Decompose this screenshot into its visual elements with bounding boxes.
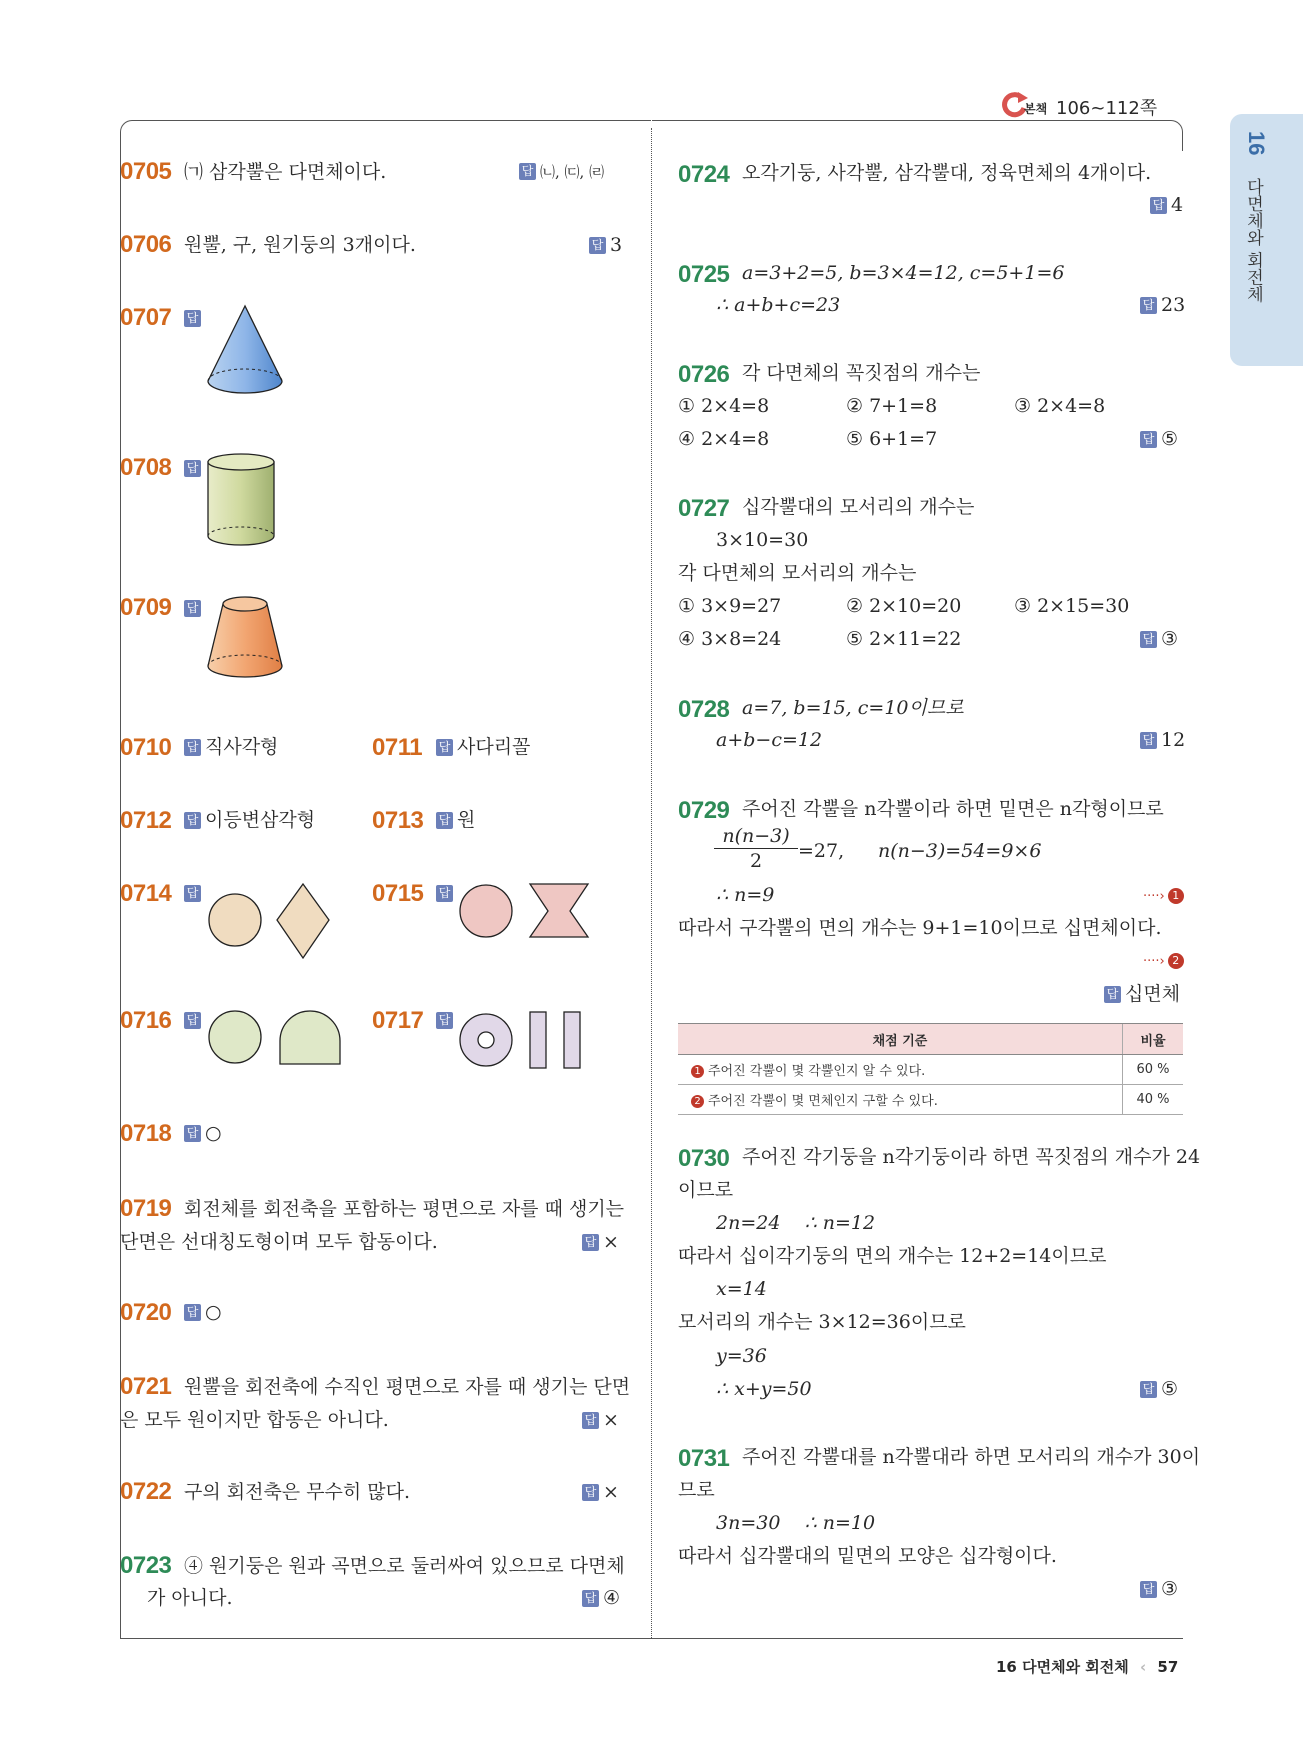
criteria-text: 주어진 각뿔이 몇 면체인지 구할 수 있다. xyxy=(708,1094,938,1109)
scoring-table xyxy=(678,1023,1183,1115)
solution-text: ㈀ 삼각뿔은 다면체이다. xyxy=(184,161,387,183)
answer-badge: 답 xyxy=(519,163,536,180)
answer xyxy=(184,302,205,335)
option: ⑤ 6+1=7 xyxy=(846,428,938,450)
option: ① 2×4=8 xyxy=(678,395,770,417)
solution-line: 각 다면체의 모서리의 개수는 xyxy=(678,562,917,584)
cone-figure xyxy=(205,302,285,396)
chapter-title: 다면체와 회전체 xyxy=(1243,178,1263,303)
solution-line: 따라서 구각뿔의 면의 개수는 9+1=10이므로 십면체이다. xyxy=(678,917,1162,939)
problem-number: 0727 xyxy=(678,495,730,522)
problem-number: 0707 xyxy=(120,304,172,331)
solution-line: 주어진 각뿔대를 n각뿔대라 하면 모서리의 개수가 30이 xyxy=(742,1446,1201,1468)
problem-number: 0705 xyxy=(120,158,172,185)
answer: 답 ⑤ xyxy=(1140,423,1178,456)
bottom-rule xyxy=(120,1638,1183,1639)
solution-line: a+b−c=12 xyxy=(716,729,823,751)
answer xyxy=(184,592,205,625)
page-number: 57 xyxy=(1157,1658,1179,1676)
problem-number: 0721 xyxy=(120,1373,172,1400)
solution-line: 따라서 십각뿔대의 밑면의 모양은 십각형이다. xyxy=(678,1545,1057,1567)
cylinder-figure xyxy=(205,452,277,552)
solution-text: 오각기둥, 사각뿔, 삼각뿔대, 정육면체의 4개이다. xyxy=(742,162,1152,184)
answer-badge: 답 xyxy=(436,1012,453,1029)
problem-number: 0716 xyxy=(120,1007,172,1034)
option: ② 2×10=20 xyxy=(846,595,962,617)
cross-section-circle-and-semicircle xyxy=(205,1005,345,1069)
answer: 답 원 xyxy=(436,804,475,837)
answer xyxy=(184,877,205,910)
solution-line: 2n=24 ∴ n=12 xyxy=(716,1212,876,1234)
problem-number: 0718 xyxy=(120,1120,172,1147)
solution-line: 주어진 각뿔을 n각뿔이라 하면 밑면은 n각형이므로 xyxy=(742,798,1164,820)
answer: 답 사다리꼴 xyxy=(436,731,530,764)
solution-line: 3n=30 ∴ n=10 xyxy=(716,1512,876,1534)
answer: 답 × xyxy=(582,1404,619,1437)
answer: 답 직사각형 xyxy=(184,731,278,764)
problem-number: 0709 xyxy=(120,594,172,621)
answer: 답 4 xyxy=(1150,189,1183,222)
answer: 답 ○ xyxy=(184,1296,222,1329)
answer-badge: 답 xyxy=(582,1484,599,1501)
answer-badge: 답 xyxy=(184,1304,201,1321)
fraction xyxy=(714,824,798,873)
answer-badge: 답 xyxy=(1140,1381,1157,1398)
solution-line: ∴ a+b+c=23 xyxy=(716,294,841,316)
fraction-denominator: 2 xyxy=(749,850,763,872)
problem-number: 0725 xyxy=(678,261,730,288)
solution-line: y=36 xyxy=(716,1345,767,1367)
answer-badge: 답 xyxy=(184,739,201,756)
answer xyxy=(436,1004,457,1037)
solution-line: ∴ x+y=50 xyxy=(716,1378,812,1400)
option: ① 3×9=27 xyxy=(678,595,782,617)
step-marker: ····› 2 xyxy=(1143,953,1184,969)
chevron-left-icon: ‹ xyxy=(1139,1658,1147,1676)
option: ③ 2×4=8 xyxy=(1014,395,1106,417)
answer-badge: 답 xyxy=(1140,631,1157,648)
solution-line: x=14 xyxy=(716,1278,767,1300)
answer-badge: 답 xyxy=(184,1125,201,1142)
problem-number: 0711 xyxy=(372,734,423,761)
solution-line: =27, xyxy=(798,840,845,862)
cross-section-circle-and-rhombus xyxy=(205,880,333,964)
answer-badge: 답 xyxy=(1140,297,1157,314)
answer: 답 ③ xyxy=(1140,1573,1178,1606)
solution-line: 3×10=30 xyxy=(716,529,809,551)
option: ④ 2×4=8 xyxy=(678,428,770,450)
problem-number: 0720 xyxy=(120,1299,172,1326)
solution-text: 각 다면체의 꼭짓점의 개수는 xyxy=(742,362,981,384)
answer-badge: 답 xyxy=(184,1012,201,1029)
problem-number: 0713 xyxy=(372,807,424,834)
answer-badge: 답 xyxy=(1140,732,1157,749)
answer-badge: 답 xyxy=(589,237,606,254)
problem-number: 0719 xyxy=(120,1195,172,1222)
answer-badge: 답 xyxy=(582,1412,599,1429)
answer-badge: 답 xyxy=(184,600,201,617)
problem-number: 0726 xyxy=(678,361,730,388)
problem-number: 0706 xyxy=(120,231,172,258)
solution-line: 모서리의 개수는 3×12=36이므로 xyxy=(678,1311,966,1333)
solution-line: n(n−3)=54=9×6 xyxy=(878,840,1042,862)
scoring-header-criteria: 채점 기준 xyxy=(678,1024,1123,1055)
solution-line: 가 아니다. xyxy=(147,1587,233,1609)
ratio-value: 60 % xyxy=(1123,1055,1184,1085)
problem-number: 0723 xyxy=(120,1552,172,1579)
solution-line: 이므로 xyxy=(678,1179,734,1201)
header-pages: 106~112쪽 xyxy=(1056,98,1158,119)
problem-number: 0724 xyxy=(678,161,730,188)
chapter-number: 16 xyxy=(1244,131,1269,156)
answer xyxy=(436,877,457,910)
solution-line: a=7, b=15, c=10이므로 xyxy=(742,697,964,719)
criteria-text: 주어진 각뿔이 몇 각뿔인지 알 수 있다. xyxy=(708,1064,926,1079)
solution-line: 단면은 선대칭도형이며 모두 합동이다. xyxy=(120,1231,438,1253)
solution-text: 십각뿔대의 모서리의 개수는 xyxy=(742,496,975,518)
solution-line: ∴ n=9 xyxy=(716,884,775,906)
solution-text: 원뿔, 구, 원기둥의 3개이다. xyxy=(184,234,416,256)
solution-line: 주어진 각기둥을 n각기둥이라 하면 꼭짓점의 개수가 24 xyxy=(742,1146,1201,1168)
problem-number: 0729 xyxy=(678,797,730,824)
answer xyxy=(184,1004,205,1037)
answer: 답 ④ xyxy=(582,1582,620,1615)
answer: 답 3 xyxy=(589,229,622,262)
problem-number: 0728 xyxy=(678,696,730,723)
answer-badge: 답 xyxy=(1140,1581,1157,1598)
answer: 답 ○ xyxy=(184,1117,222,1150)
answer-badge: 답 xyxy=(184,460,201,477)
problem-number: 0715 xyxy=(372,880,424,907)
solution-line: 회전체를 회전축을 포함하는 평면으로 자를 때 생기는 xyxy=(184,1198,625,1220)
frustum-figure xyxy=(205,594,285,686)
answer: 답 ㈁, ㈂, ㈃ xyxy=(519,156,604,189)
ratio-value: 40 % xyxy=(1123,1085,1184,1115)
answer: 답 × xyxy=(582,1476,619,1509)
problem-number: 0712 xyxy=(120,807,172,834)
problem-number: 0730 xyxy=(678,1145,730,1172)
problem-number: 0731 xyxy=(678,1445,730,1472)
table-row: 2 주어진 각뿔이 몇 면체인지 구할 수 있다. 40 % xyxy=(678,1085,1183,1115)
answer-badge: 답 xyxy=(1140,431,1157,448)
answer xyxy=(184,452,205,485)
answer-badge: 답 xyxy=(582,1234,599,1251)
answer-badge: 답 xyxy=(184,310,201,327)
answer: 답 ⑤ xyxy=(1140,1373,1178,1406)
answer: 답 십면체 xyxy=(1104,978,1180,1011)
option: ② 7+1=8 xyxy=(846,395,938,417)
column-divider xyxy=(651,128,652,1638)
fraction-numerator: n(n−3) xyxy=(714,824,798,849)
right-column-frame xyxy=(652,120,1183,151)
step-marker: ····› 1 xyxy=(1143,888,1184,904)
answer-badge: 답 xyxy=(184,812,201,829)
answer: 답 ③ xyxy=(1140,623,1178,656)
option: ⑤ 2×11=22 xyxy=(846,628,962,650)
solution-line: 따라서 십이각기둥의 면의 개수는 12+2=14이므로 xyxy=(678,1245,1107,1267)
answer-badge: 답 xyxy=(436,812,453,829)
solution-line: ④ 원기둥은 원과 곡면으로 둘러싸여 있으므로 다면체 xyxy=(184,1555,625,1577)
cross-section-ring-and-rectangles xyxy=(458,1008,588,1072)
problem-number: 0714 xyxy=(120,880,172,907)
option: ③ 2×15=30 xyxy=(1014,595,1130,617)
solution-line: 은 모두 원이지만 합동은 아니다. xyxy=(120,1409,389,1431)
answer-badge: 답 xyxy=(1104,986,1121,1003)
footer xyxy=(996,1656,1178,1677)
answer-badge: 답 xyxy=(436,885,453,902)
header-ref-label: 본책 xyxy=(1024,102,1048,116)
problem-number: 0717 xyxy=(372,1007,424,1034)
solution-text: 구의 회전축은 무수히 많다. xyxy=(184,1481,411,1503)
cross-section-circle-and-hourglass xyxy=(458,880,592,944)
solution-line: 므로 xyxy=(678,1479,715,1501)
problem-number: 0708 xyxy=(120,454,172,481)
answer: 답 이등변삼각형 xyxy=(184,804,315,837)
option: ④ 3×8=24 xyxy=(678,628,782,650)
solution-line: a=3+2=5, b=3×4=12, c=5+1=6 xyxy=(742,262,1065,284)
table-row: 1 주어진 각뿔이 몇 각뿔인지 알 수 있다. 60 % xyxy=(678,1055,1183,1085)
problem-number: 0722 xyxy=(120,1478,172,1505)
answer: 답 12 xyxy=(1140,724,1185,757)
answer-badge: 답 xyxy=(582,1590,599,1607)
scoring-header-ratio: 비율 xyxy=(1123,1024,1184,1055)
answer-badge: 답 xyxy=(184,885,201,902)
answer-badge: 답 xyxy=(1150,197,1167,214)
problem-number: 0710 xyxy=(120,734,172,761)
answer: 답 × xyxy=(582,1226,619,1259)
solution-line: 원뿔을 회전축에 수직인 평면으로 자를 때 생기는 단면 xyxy=(184,1376,631,1398)
answer-badge: 답 xyxy=(436,739,453,756)
footer-chapter: 16 다면체와 회전체 xyxy=(996,1658,1129,1676)
answer: 답 23 xyxy=(1140,289,1185,322)
